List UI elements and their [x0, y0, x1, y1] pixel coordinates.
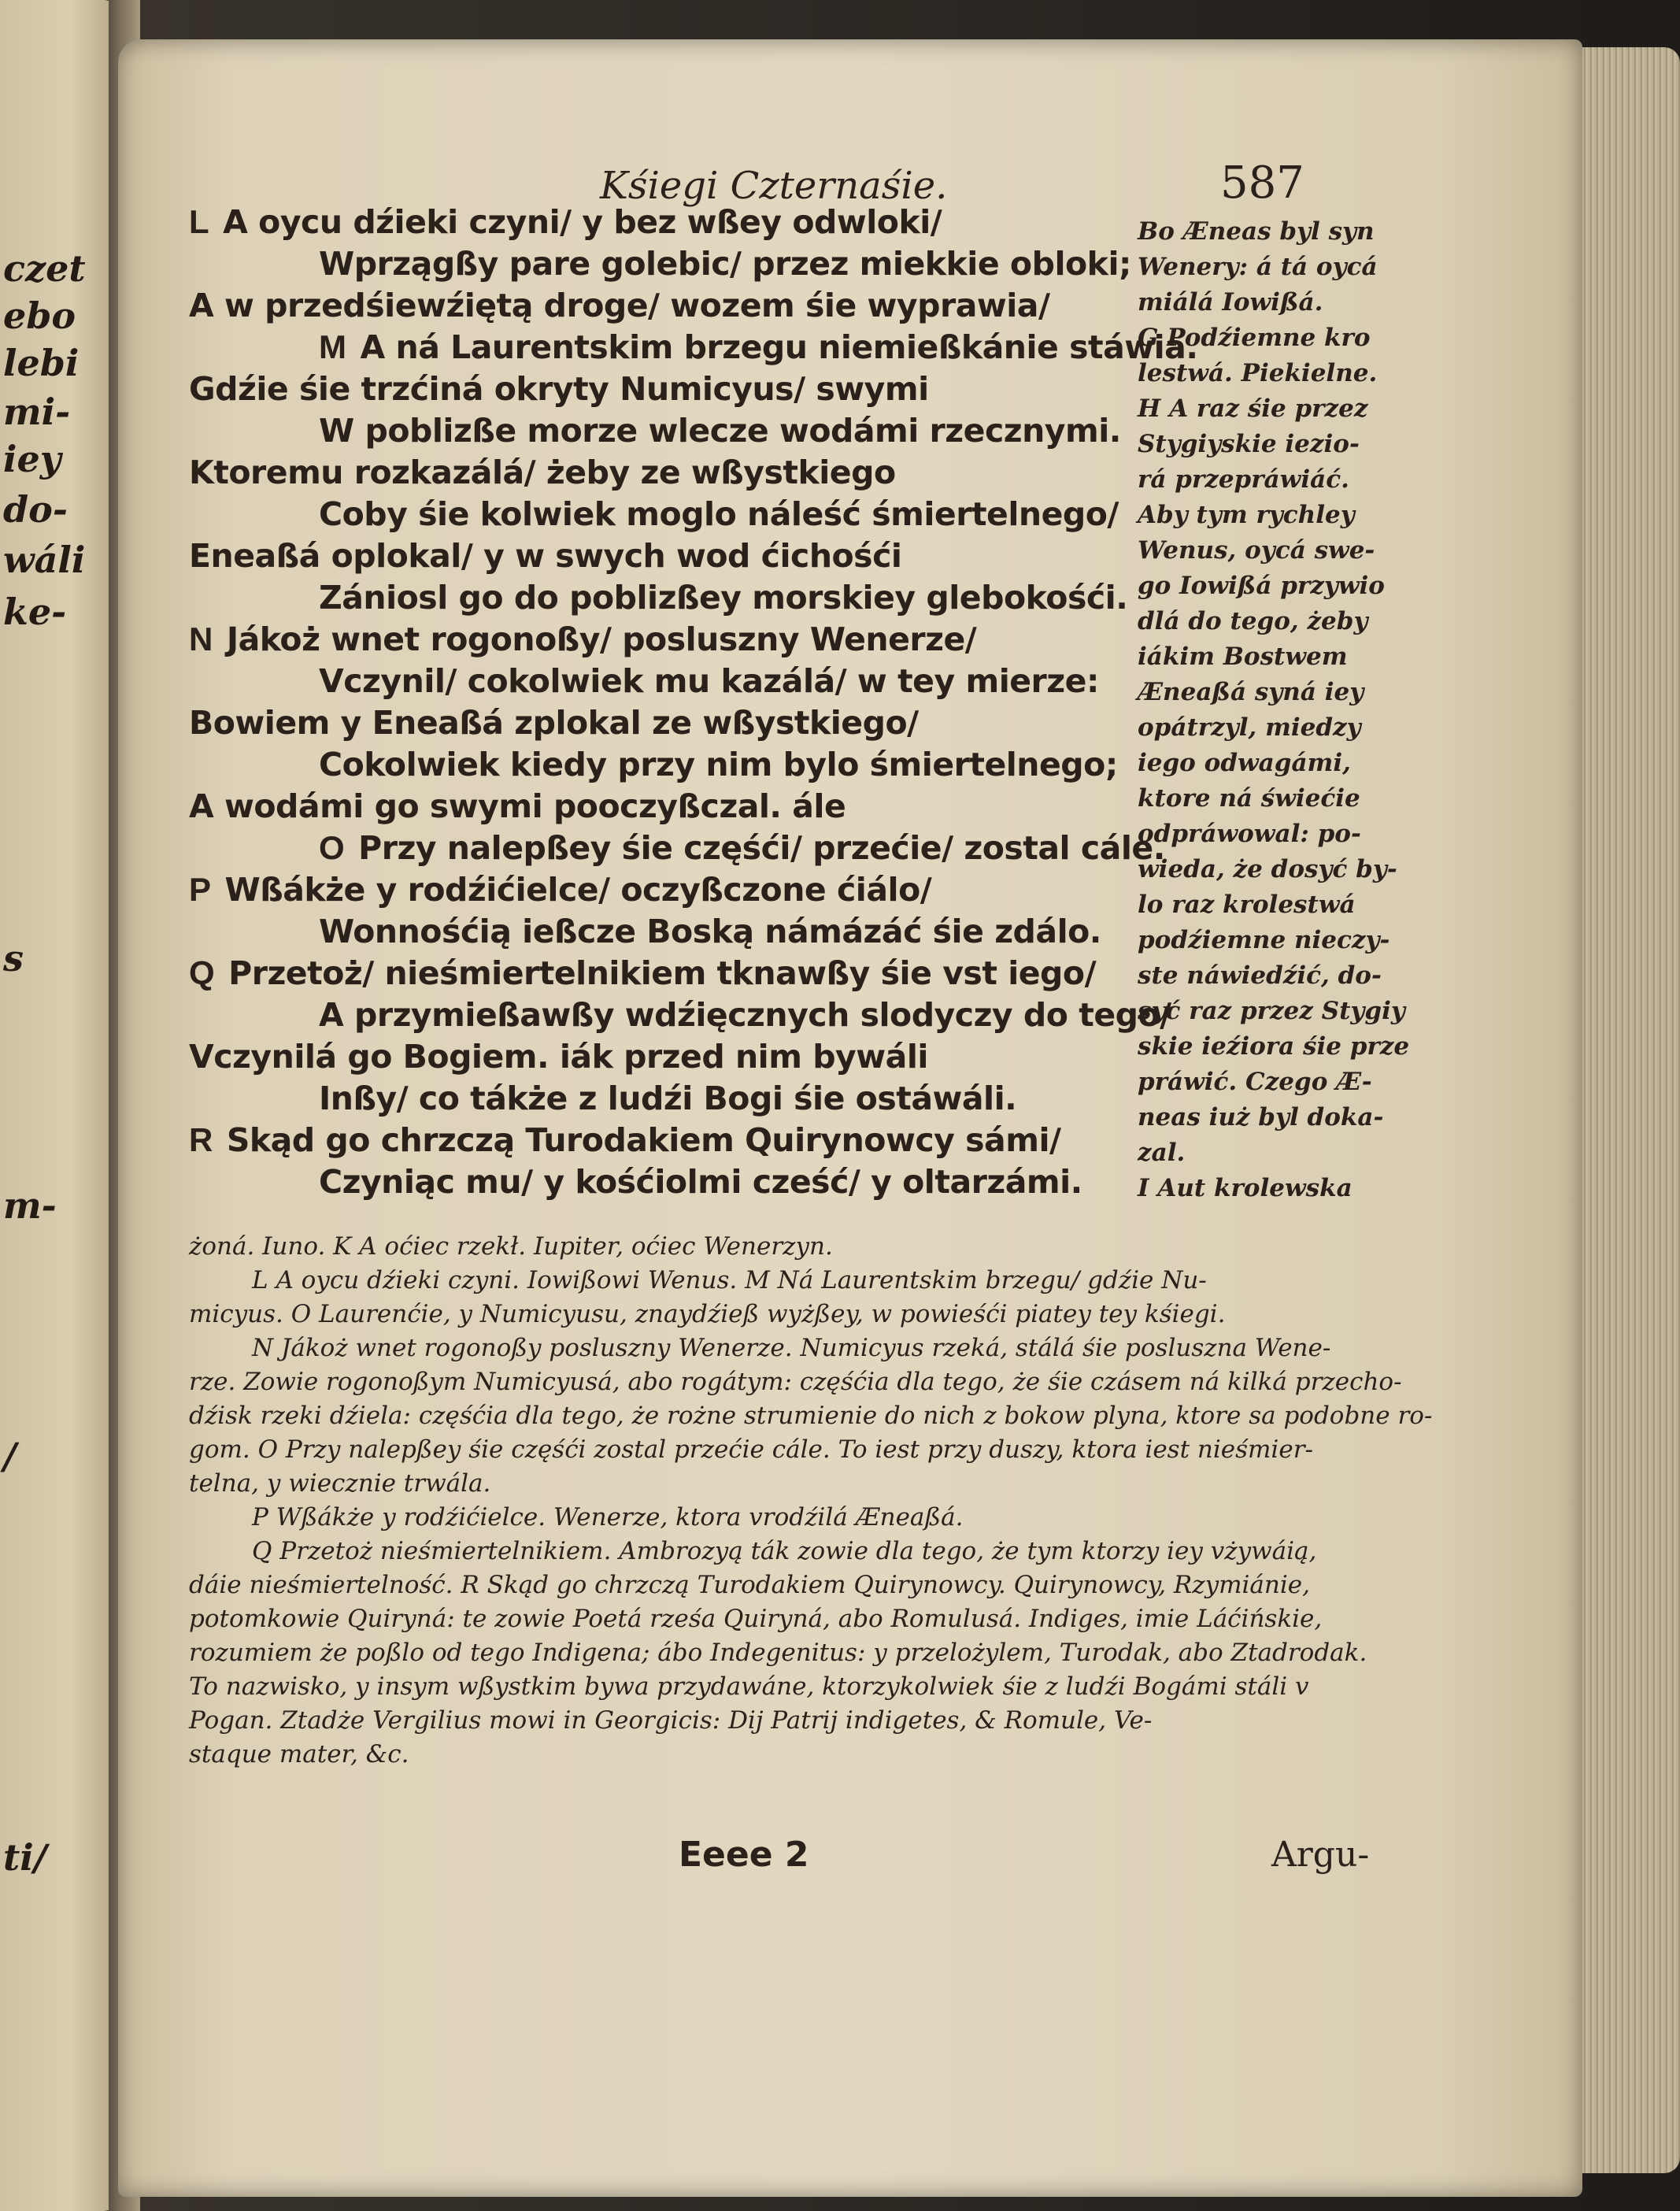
marginal-note-line: lestwá. Piekielne.: [1138, 359, 1378, 387]
left-page-text: wáli: [3, 539, 86, 581]
verse-line: [319, 579, 1127, 617]
verse-line: [319, 1163, 1082, 1201]
commentary-line: To nazwisko, y insym wßystkim bywa przydawáne, ktorzykolwiek śie z ludźi Bogámi stáli v: [189, 1672, 1309, 1701]
marginal-note-line: neas iuż byl doka-: [1138, 1103, 1384, 1131]
marginal-note-line: iákim Bostwem: [1138, 643, 1348, 671]
verse-text: Cokolwiek kiedy przy nim bylo śmiertelnego;: [319, 746, 1118, 783]
verse-line: [319, 328, 1197, 366]
commentary-line: rze. Zowie rogonoßym Numicyusá, abo rogátym: częśćia dla tego, że śie czásem ná kilká przecho-: [189, 1368, 1402, 1396]
marginal-note-line: go Iowißá przywio: [1138, 572, 1385, 600]
marginal-note-line: Aby tym rychley: [1138, 501, 1355, 529]
commentary-line: dźisk rzeki dźiela: częśćia dla tego, że rożne strumienie do nich z bokow plyna, ktore sa podobne ro-: [189, 1402, 1433, 1430]
commentary-line: P Wßákże y rodźićielce. Wenerze, ktora vrodźilá Æneaßá.: [252, 1503, 964, 1531]
verse-line: [319, 1080, 1016, 1117]
left-page-text: m-: [3, 1184, 57, 1227]
commentary-line: Pogan. Ztadże Vergilius mowi in Georgicis: Dij Patrij indigetes, & Romule, Ve-: [189, 1706, 1153, 1735]
verse-text: Bowiem y Eneaßá zplokal ze wßystkiego/: [189, 704, 919, 742]
verse-text: Inßy/ co tákże z ludźi Bogi śie ostáwáli.: [319, 1080, 1017, 1117]
marginal-note-line: lo raz krolestwá: [1138, 891, 1356, 919]
verse-reference-letter: N: [189, 620, 213, 657]
marginal-note-line: Wenery: á tá oycá: [1138, 253, 1378, 281]
marginal-notes: [1138, 214, 1410, 1206]
verse-line: [319, 996, 1171, 1034]
left-page-text: mi-: [3, 391, 71, 433]
page-number: 587: [1220, 157, 1304, 209]
verse-line: [189, 704, 919, 742]
verse-line: [319, 495, 1119, 533]
marginal-note-line: rá przepráwiáć.: [1138, 465, 1349, 494]
verse-line: [189, 454, 896, 491]
verse-line: [189, 871, 931, 909]
left-page-text: czet: [3, 247, 86, 290]
verse-line: [319, 829, 1165, 867]
verse-text: A wodámi go swymi pooczyßczal. ále: [189, 787, 846, 825]
verse-line: [319, 746, 1118, 783]
commentary-line: N Jákoż wnet rogonoßy posluszny Wenerze. Numicyus rzeká, stálá śie posluszna Wene-: [252, 1334, 1331, 1362]
verse-reference-letter: L: [189, 203, 209, 240]
commentary-line: rozumiem że poßlo od tego Indigena; ábo Indegenitus: y przelożylem, Turodak, abo Ztadrodak.: [189, 1639, 1367, 1667]
verse-line: [189, 954, 1096, 992]
verse-line: [189, 537, 901, 575]
signature-mark: Eeee 2: [679, 1835, 809, 1875]
verse-text: A przymießawßy wdźięcznych slodyczy do tego/: [319, 996, 1171, 1034]
verse-text: Skąd go chrzczą Turodakiem Quirynowcy sámi/: [226, 1121, 1061, 1159]
marginal-note-line: Æneaßá syná iey: [1138, 678, 1364, 706]
verse-text: Przy nalepßey śie częśći/ przećie/ zostal cále.: [358, 829, 1165, 867]
left-page-text: s: [3, 937, 24, 980]
marginal-note-line: odpráwowal: po-: [1138, 820, 1361, 848]
verse-text: Vczynil/ cokolwiek mu kazálá/ w tey mierze:: [319, 662, 1099, 700]
marginal-note-line: Wenus, oycá swe-: [1138, 536, 1375, 565]
verse-text: Przetoż/ nieśmiertelnikiem tknawßy śie vst iego/: [228, 954, 1097, 992]
verse-text: Coby śie kolwiek moglo náleść śmiertelnego/: [319, 495, 1119, 533]
commentary-line: Q Przetoż nieśmiertelnikiem. Ambrozyą ták zowie dla tego, że tym ktorzy iey vżywáią,: [252, 1537, 1317, 1565]
verse-line: [189, 620, 976, 658]
verse-text: W poblizße morze wlecze wodámi rzecznymi.: [319, 412, 1121, 450]
verse-text: Wßákże y rodźićielce/ oczyßczone ćiálo/: [224, 871, 932, 909]
left-page-fragment: [0, 0, 118, 2211]
verse-line: [189, 370, 929, 408]
running-head: Kśiegi Czternaśie.: [600, 164, 948, 208]
commentary-line: telna, y wiecznie trwála.: [189, 1469, 491, 1498]
marginal-note-line: G Podźiemne kro: [1138, 324, 1371, 352]
marginal-note-line: dlá do tego, żeby: [1138, 607, 1368, 635]
verse-text: Wonnośćią ießcze Boską námázáć śie zdálo.: [319, 913, 1101, 950]
verse-reference-letter: P: [189, 871, 211, 908]
verse-text: Wprzągßy pare golebic/ przez miekkie obloki;: [319, 245, 1131, 283]
commentary-line: micyus. O Laurenćie, y Numicyusu, znaydźieß wyżßey, w powieśći piatey tey kśiegi.: [189, 1300, 1226, 1328]
marginal-note-line: iego odwagámi,: [1138, 749, 1351, 777]
verse-text: Eneaßá oplokal/ y w swych wod ćichośći: [189, 537, 902, 575]
verse-text: Jákoż wnet rogonoßy/ posluszny Wenerze/: [226, 620, 977, 658]
verse-text: Czyniąc mu/ y kośćiolmi cześć/ y oltarzámi.: [319, 1163, 1082, 1201]
verse-reference-letter: R: [189, 1121, 213, 1158]
marginal-note-line: opátrzyl, miedzy: [1138, 713, 1361, 742]
verse-line: [189, 1038, 928, 1076]
left-page-text: ebo: [3, 294, 76, 337]
verse-line: [189, 1121, 1060, 1159]
marginal-note-line: Stygiyskie iezio-: [1138, 430, 1360, 458]
marginal-note-line: skie ieźiora śie prze: [1138, 1032, 1410, 1061]
commentary-line: staque mater, &c.: [189, 1740, 409, 1768]
commentary-line: potomkowie Quiryná: te zowie Poetá rześa Quiryná, abo Romulusá. Indiges, imie Láćińskie,: [189, 1605, 1323, 1633]
left-page-text: lebi: [3, 342, 80, 384]
catchword: Argu-: [1271, 1835, 1370, 1875]
verse-text: Zániosl go do poblizßey morskiey glebokośći.: [319, 579, 1128, 617]
verse-text: Ktoremu rozkazálá/ żeby ze wßystkiego: [189, 454, 896, 491]
commentary-block: [189, 1230, 1433, 1772]
marginal-note-line: Bo Æneas byl syn: [1138, 217, 1375, 246]
left-page-text: do-: [3, 488, 68, 531]
marginal-note-line: wieda, że dosyć by-: [1138, 855, 1397, 883]
verse-line: [189, 787, 846, 825]
marginal-note-line: podźiemne nieczy-: [1138, 926, 1390, 954]
verse-line: [189, 287, 1049, 324]
verse-line: [319, 662, 1099, 700]
left-page-text: ti/: [3, 1836, 47, 1879]
commentary-line: żoná. Iuno. K A oćiec rzekł. Iupiter, oćiec Wenerzyn.: [189, 1232, 833, 1261]
marginal-note-line: ste náwiedźić, do-: [1138, 961, 1382, 990]
verse-reference-letter: Q: [189, 954, 215, 991]
verse-reference-letter: M: [319, 328, 346, 365]
verse-line: [319, 412, 1121, 450]
left-page-text: iey: [3, 438, 61, 480]
verse-text: Vczynilá go Bogiem. iák przed nim bywáli: [189, 1038, 928, 1076]
verse-text: Gdźie śie trzćiná okryty Numicyus/ swymi: [189, 370, 929, 408]
verse-line: [189, 203, 942, 241]
verse-text: A oycu dźieki czyni/ y bez wßey odwloki/: [223, 203, 942, 241]
verse-text: A ná Laurentskim brzegu niemießkánie stáwia.: [360, 328, 1198, 366]
marginal-note-line: ktore ná świećie: [1138, 784, 1360, 813]
marginal-note-line: I Aut krolewska: [1138, 1174, 1353, 1202]
marginal-note-line: práwić. Czego Æ-: [1138, 1068, 1372, 1096]
left-page-text: ke-: [3, 591, 67, 633]
marginal-note-line: miálá Iowißá.: [1138, 288, 1323, 317]
verse-line: [319, 913, 1101, 950]
verse-reference-letter: O: [319, 829, 345, 866]
verse-line: [319, 245, 1131, 283]
commentary-line: dáie nieśmiertelność. R Skąd go chrzczą Turodakiem Quirynowcy. Quirynowcy, Rzymiánie,: [189, 1571, 1310, 1599]
marginal-note-line: zal.: [1138, 1139, 1186, 1167]
verse-text: A w przedśiewźiętą droge/ wozem śie wyprawia/: [189, 287, 1050, 324]
commentary-line: gom. O Przy nalepßey śie częśći zostal przećie cále. To iest przy duszy, ktora iest nieśmier-: [189, 1435, 1313, 1464]
marginal-note-line: syć raz przez Stygiy: [1138, 997, 1405, 1025]
commentary-line: L A oycu dźieki czyni. Iowißowi Wenus. M Ná Laurentskim brzegu/ gdźie Nu-: [252, 1266, 1207, 1294]
left-page-text: /: [3, 1435, 17, 1477]
marginal-note-line: H A raz śie przez: [1138, 394, 1368, 423]
